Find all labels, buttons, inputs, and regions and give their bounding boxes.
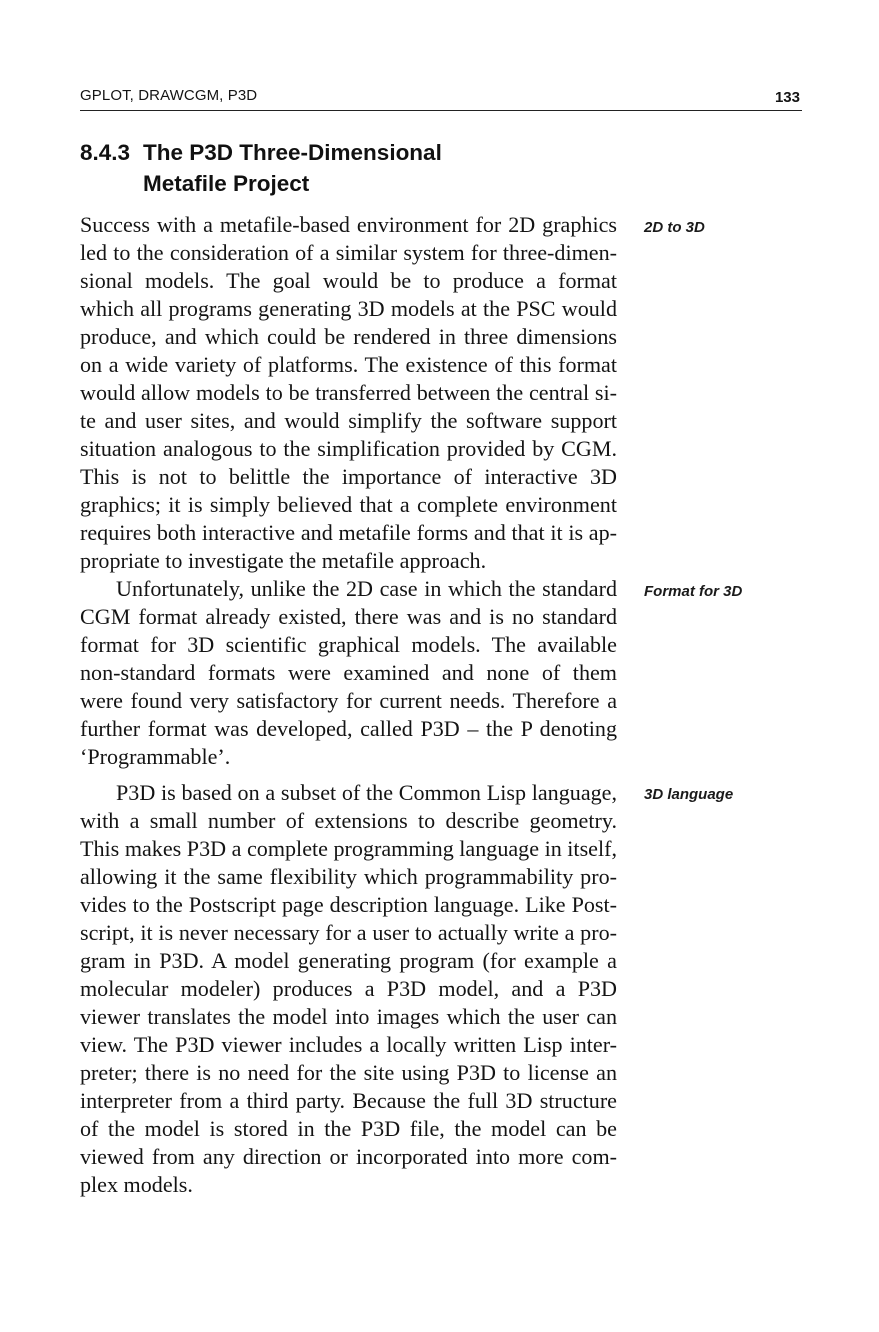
section-title-line-1: The P3D Three-Dimensional: [143, 140, 442, 165]
text-line: led to the consideration of a similar system for three-dimen-: [80, 240, 617, 265]
section-heading: [80, 137, 442, 199]
text-line: would allow models to be transferred between the central si-: [80, 380, 617, 405]
text-line: format for 3D scientific graphical models. The available: [80, 632, 617, 657]
paragraph-1: [80, 211, 617, 575]
running-head-title: GPLOT, DRAWCGM, P3D: [80, 87, 258, 104]
text-line: Unfortunately, unlike the 2D case in which the standard: [116, 576, 617, 601]
text-line: te and user sites, and would simplify the software support: [80, 408, 617, 433]
text-line: with a small number of extensions to describe geometry.: [80, 808, 617, 833]
text-line: which all programs generating 3D models at the PSC would: [80, 296, 617, 321]
text-line: of the model is stored in the P3D file, the model can be: [80, 1116, 617, 1141]
header-rule: [80, 110, 802, 111]
paragraph-gap: [80, 771, 617, 779]
text-line: sional models. The goal would be to produce a format: [80, 268, 617, 293]
text-line: viewed from any direction or incorporated into more com-: [80, 1144, 617, 1169]
text-line: non-standard formats were examined and none of them: [80, 660, 617, 685]
text-line: script, it is never necessary for a user to actually write a pro-: [80, 920, 617, 945]
text-line: This makes P3D a complete programming language in itself,: [80, 836, 617, 861]
text-line: view. The P3D viewer includes a locally written Lisp inter-: [80, 1032, 617, 1057]
text-line: molecular modeler) produces a P3D model, and a P3D: [80, 976, 617, 1001]
page-number: 133: [774, 89, 800, 106]
text-line: preter; there is no need for the site using P3D to license an: [80, 1060, 617, 1085]
section-number: 8.4.3: [80, 140, 131, 165]
text-line: interpreter from a third party. Because the full 3D structure: [80, 1088, 617, 1113]
paragraph-2: [80, 575, 617, 771]
text-line: gram in P3D. A model generating program (for example a: [80, 948, 617, 973]
paragraph-3: [80, 779, 617, 1199]
text-line: were found very satisfactory for current needs. Therefore a: [80, 688, 617, 713]
text-line: ‘Programmable’.: [80, 744, 231, 769]
text-line: CGM format already existed, there was and is no standard: [80, 604, 617, 629]
text-line: allowing it the same flexibility which programmability pro-: [80, 864, 617, 889]
text-line: propriate to investigate the metafile approach.: [80, 548, 487, 573]
text-line: viewer translates the model into images which the user can: [80, 1004, 617, 1029]
text-line: requires both interactive and metafile forms and that it is ap-: [80, 520, 617, 545]
section-title-line-2: Metafile Project: [143, 171, 310, 196]
margin-note-format-for-3d: Format for 3D: [644, 583, 743, 600]
margin-note-3d-language: 3D language: [644, 786, 734, 803]
text-line: produce, and which could be rendered in three dimensions: [80, 324, 617, 349]
text-line: P3D is based on a subset of the Common Lisp language,: [116, 780, 617, 805]
text-line: situation analogous to the simplification provided by CGM.: [80, 436, 617, 461]
text-line: further format was developed, called P3D – the P denoting: [80, 716, 617, 741]
text-line: This is not to belittle the importance of interactive 3D: [80, 464, 617, 489]
text-line: graphics; it is simply believed that a complete environment: [80, 492, 617, 517]
text-line: plex models.: [80, 1172, 193, 1197]
text-line: Success with a metafile-based environment for 2D graphics: [80, 212, 617, 237]
body-text: [80, 211, 617, 1199]
text-line: on a wide variety of platforms. The existence of this format: [80, 352, 617, 377]
text-line: vides to the Postscript page description language. Like Post-: [80, 892, 617, 917]
margin-note-2d-to-3d: 2D to 3D: [644, 219, 705, 236]
